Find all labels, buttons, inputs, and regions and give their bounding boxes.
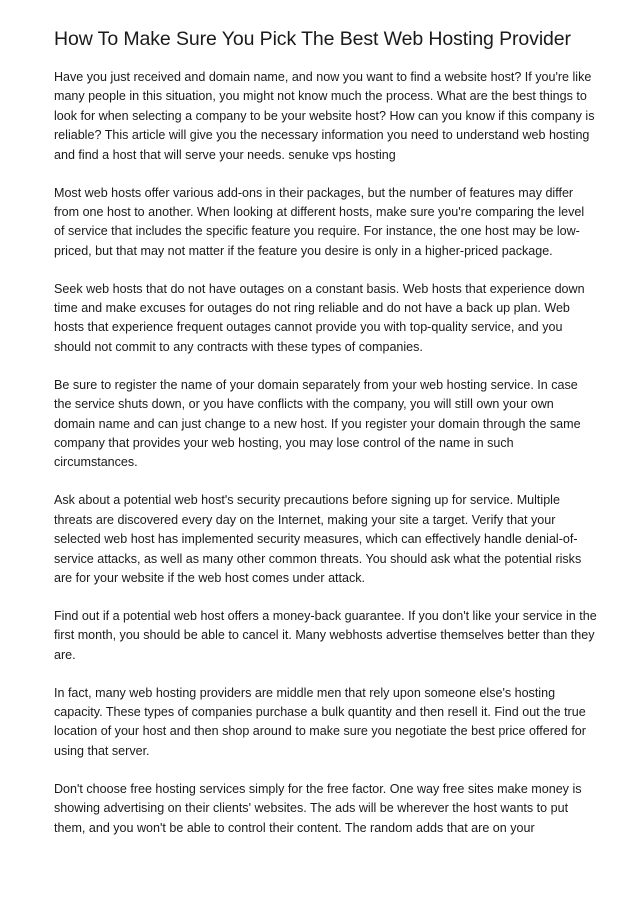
paragraph: In fact, many web hosting providers are middle men that rely upon someone else's hosting capacity. These types of companies purchase a bulk quantity and then resell it. Find out the true location of your host and then shop around to make sure you negotiate the best price offered for using that server. xyxy=(54,685,586,758)
paragraph: Have you just received and domain name, and now you want to find a website host? If you're like many people in this situation, you might not know much the process. What are the best things to look for when selecting a company to be your website host? How can you know if this company is reliable? This article will give you the necessary information you need to understand web hosting and find a host that will serve your needs. senuke vps hosting xyxy=(54,70,595,162)
paragraph: Don't choose free hosting services simply for the free factor. One way free sites make money is showing advertising on their clients' websites. The ads will be wherever the host wants to put them, and you won't be able to control their content. The random adds that are on your xyxy=(54,781,582,835)
paragraph: Seek web hosts that do not have outages on a constant basis. Web hosts that experience down time and make excuses for outages do not ring reliable and do not have a back up plan. Web hosts that experience frequent outages cannot provide you with top-quality service, and you should not commit to any contracts with these types of companies. xyxy=(54,281,585,354)
document-title: How To Make Sure You Pick The Best Web Hosting Provider xyxy=(54,28,571,50)
paragraph: Be sure to register the name of your domain separately from your web hosting service. In case the service shuts down, or you have conflicts with the company, you will still own your own domain name and can just change to a new host. If you register your domain through the same company that provides your web hosting, you may lose control of the name in such circumstances. xyxy=(54,377,581,470)
paragraph: Find out if a potential web host offers a money-back guarantee. If you don't like your service in the first month, you should be able to cancel it. Many webhosts advertise themselves better than they are. xyxy=(54,608,597,662)
paragraph: Most web hosts offer various add-ons in their packages, but the number of features may differ from one host to another. When looking at different hosts, make sure you're comparing the level of service that includes the specific feature you require. For instance, the one host may be low-priced, but that may not matter if the feature you desire is only in a higher-priced package. xyxy=(54,185,585,258)
paragraph: Ask about a potential web host's security precautions before signing up for service. Multiple threats are discovered every day on the Internet, making your site a target. Verify that your selected web host has implemented security measures, which can effectively handle denial-of-service attacks, as well as many other common threats. You should ask what the potential risks are for your website if the web host comes under attack. xyxy=(54,493,582,585)
